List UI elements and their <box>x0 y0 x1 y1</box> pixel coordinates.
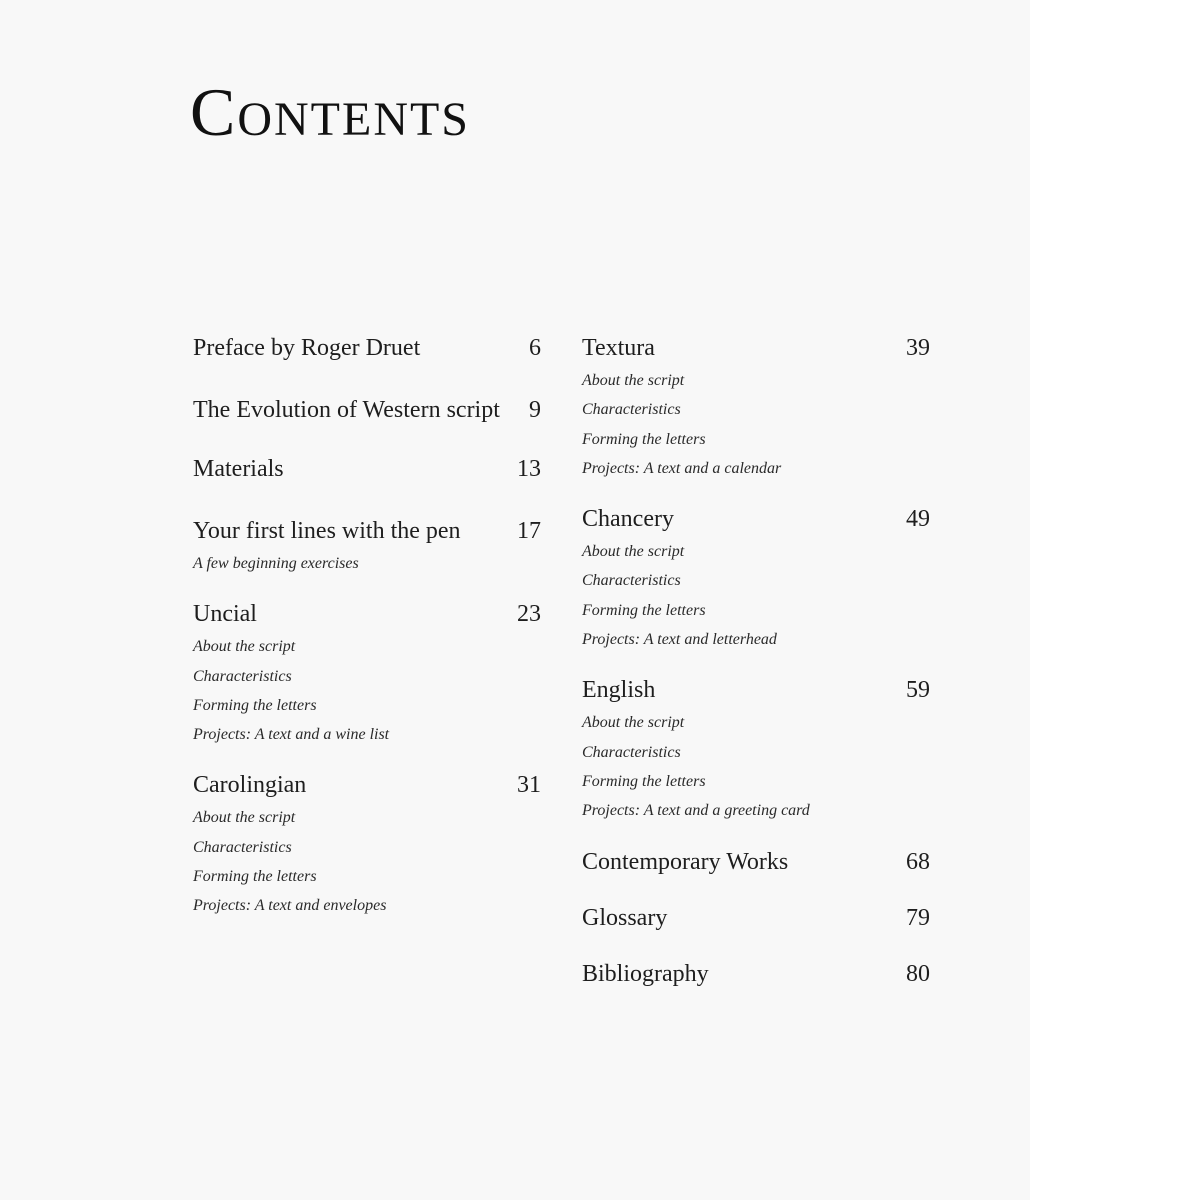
toc-subsection: Forming the letters <box>193 868 317 886</box>
toc-subsection: Characteristics <box>193 838 292 856</box>
toc-page-number: 23 <box>517 601 541 628</box>
toc-entry <box>582 844 932 880</box>
toc-entry-title: Textura <box>582 335 655 361</box>
toc-page-number: 31 <box>517 772 541 799</box>
toc-page-number: 17 <box>517 518 541 544</box>
toc-entry-title: The Evolution of Western script <box>193 397 500 423</box>
toc-page-number: 39 <box>906 335 930 361</box>
page-title: Contents <box>190 74 471 150</box>
toc-entry <box>582 900 932 936</box>
toc-subsection-list <box>193 632 543 749</box>
toc-entry-row <box>193 513 543 549</box>
toc-entry-title: Bibliography <box>582 960 709 987</box>
toc-entry-row <box>582 330 932 366</box>
toc-entry-row <box>582 844 932 880</box>
toc-entry-row <box>193 392 543 428</box>
toc-entry <box>193 513 543 578</box>
toc-subsection: Characteristics <box>582 743 681 761</box>
toc-subsection: Forming the letters <box>582 601 706 619</box>
toc-subsection-list <box>582 366 932 483</box>
toc-entry-row <box>193 767 543 803</box>
toc-entry <box>193 392 543 428</box>
toc-subsection: Projects: A text and a greeting card <box>582 802 810 820</box>
toc-subsection: Characteristics <box>193 667 292 685</box>
toc-entry-row <box>193 330 543 366</box>
toc-entry-title: Chancery <box>582 506 674 533</box>
toc-page-number: 79 <box>906 904 930 931</box>
toc-entry-title: Materials <box>193 456 284 482</box>
toc-entry-title: Uncial <box>193 601 257 628</box>
toc-page-number: 80 <box>906 960 930 987</box>
toc-page-number: 9 <box>529 397 541 423</box>
toc-subsection-list <box>582 708 932 825</box>
toc-entry-row <box>582 900 932 936</box>
toc-subsection: About the script <box>193 638 296 656</box>
toc-subsection: Projects: A text and a calendar <box>582 459 782 477</box>
toc-entry-row <box>582 956 932 992</box>
toc-page-number: 49 <box>906 506 930 533</box>
toc-subsection: Forming the letters <box>582 430 706 448</box>
toc-entry <box>582 501 932 654</box>
toc-subsection: Forming the letters <box>582 772 706 790</box>
toc-entry <box>193 330 543 366</box>
toc-entry-title: English <box>582 677 656 704</box>
toc-subsection: About the script <box>193 809 296 827</box>
toc-page-number: 6 <box>529 335 541 361</box>
toc-entry <box>193 767 543 920</box>
toc-subsection: Projects: A text and letterhead <box>582 631 777 649</box>
toc-page-number: 68 <box>906 848 930 875</box>
toc-entry <box>582 672 932 825</box>
toc-entry-row <box>193 451 543 487</box>
toc-entry-title: Carolingian <box>193 772 307 799</box>
toc-entry <box>582 330 932 483</box>
toc-left-column <box>193 330 543 921</box>
toc-entry <box>582 956 932 992</box>
toc-entry-row <box>193 596 543 632</box>
toc-subsection-list <box>582 537 932 654</box>
toc-page-number: 59 <box>906 677 930 704</box>
toc-entry <box>193 596 543 749</box>
toc-subsection: Forming the letters <box>193 696 317 714</box>
toc-page-number: 13 <box>517 456 541 482</box>
toc-subsection-list <box>193 803 543 920</box>
toc-entry-title: Glossary <box>582 904 668 931</box>
toc-entry-row <box>582 501 932 537</box>
toc-right-column <box>582 330 932 992</box>
toc-subsection: Projects: A text and envelopes <box>193 897 387 915</box>
toc-subsection: About the script <box>582 714 685 732</box>
toc-entry-title: Preface by Roger Druet <box>193 335 421 361</box>
toc-subsection: About the script <box>582 372 685 389</box>
toc-entry <box>193 451 543 487</box>
toc-subsection: Characteristics <box>582 401 681 419</box>
toc-subsection: Projects: A text and a wine list <box>193 726 390 744</box>
toc-entry-title: Contemporary Works <box>582 848 789 875</box>
toc-entry-title: Your first lines with the pen <box>193 518 461 544</box>
toc-entry-row <box>582 672 932 708</box>
toc-subsection: A few beginning exercises <box>193 555 359 572</box>
toc-subsection-list <box>193 549 543 578</box>
toc-subsection: About the script <box>582 543 685 561</box>
toc-subsection: Characteristics <box>582 572 681 590</box>
